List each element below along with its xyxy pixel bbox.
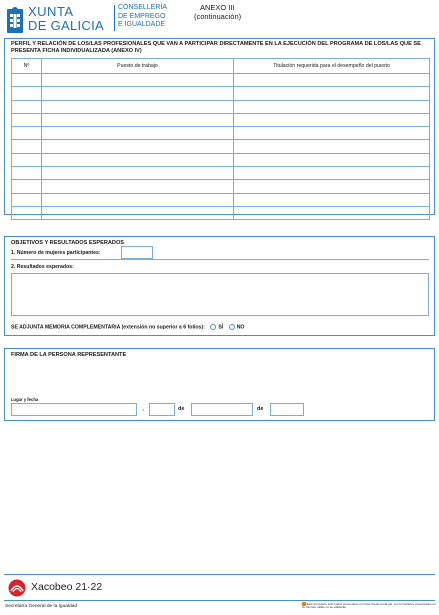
logo-divider (114, 5, 115, 31)
table-row (12, 140, 430, 153)
cell-position[interactable] (42, 193, 234, 206)
cell-qualification[interactable] (234, 140, 430, 153)
table-row (12, 206, 430, 219)
cell-position[interactable] (42, 113, 234, 126)
validation-note-text: Este formulario sólo podrá presentarse en https://sede.xunta.gal. Los formularios presentados en su formato válido no se validarán (302, 601, 436, 610)
cell-number[interactable] (12, 127, 42, 140)
profiles-table (11, 58, 430, 220)
cell-number[interactable] (12, 153, 42, 166)
xunta-logo-line1: XUNTA (28, 4, 74, 19)
cell-number[interactable] (12, 206, 42, 219)
cell-qualification[interactable] (234, 74, 430, 87)
xunta-emblem-icon (6, 6, 24, 34)
place-input[interactable] (11, 403, 137, 416)
table-row (12, 100, 430, 113)
results-textarea[interactable] (11, 273, 429, 316)
annex-subtitle: (continuación) (194, 12, 242, 21)
results-label: 2. Resultados esperados: (11, 264, 74, 270)
cell-qualification[interactable] (234, 113, 430, 126)
table-row (12, 193, 430, 206)
department-line1: CONSELLERÍA (118, 4, 168, 11)
table-row (12, 180, 430, 193)
table-row (12, 153, 430, 166)
day-input[interactable] (149, 403, 175, 416)
validation-note (302, 602, 436, 610)
xacobeo-text: Xacobeo 21·22 (31, 581, 103, 593)
annex-title: ANEXO III (200, 3, 235, 12)
cell-qualification[interactable] (234, 153, 430, 166)
year-input[interactable] (270, 403, 304, 416)
profiles-section (4, 38, 435, 215)
cell-position[interactable] (42, 153, 234, 166)
de-separator-1: de (178, 406, 185, 412)
cell-qualification[interactable] (234, 193, 430, 206)
cell-position[interactable] (42, 167, 234, 180)
secretaria-text: Secretaría General de la Igualdad (5, 604, 78, 609)
signature-section (4, 348, 435, 421)
table-row (12, 74, 430, 87)
de-separator-2: de (257, 406, 264, 412)
cell-position[interactable] (42, 87, 234, 100)
objectives-section (4, 236, 435, 336)
profiles-table-header (12, 59, 430, 74)
department-line2: DE EMPREGO (118, 12, 166, 20)
xunta-logo-line2: DE GALICIA (28, 18, 104, 33)
cell-position[interactable] (42, 206, 234, 219)
memoria-yes-radio[interactable] (210, 324, 216, 330)
cell-qualification[interactable] (234, 87, 430, 100)
cell-number[interactable] (12, 167, 42, 180)
women-count-row-border (11, 259, 429, 260)
column-header-position: Puesto de trabajo (42, 59, 234, 74)
cell-position[interactable] (42, 180, 234, 193)
cell-qualification[interactable] (234, 127, 430, 140)
memoria-question (11, 324, 244, 330)
place-date-label: Lugar y fecha (11, 397, 39, 402)
cell-number[interactable] (12, 140, 42, 153)
objectives-section-title: OBJETIVOS Y RESULTADOS ESPERADOS (11, 240, 125, 246)
signature-section-title: FIRMA DE LA PERSONA REPRESENTANTE (11, 352, 127, 358)
cell-position[interactable] (42, 140, 234, 153)
cell-qualification[interactable] (234, 206, 430, 219)
women-count-label: 1. Número de mujeres participantes: (11, 250, 101, 256)
cell-number[interactable] (12, 87, 42, 100)
memoria-no-label: NO (236, 324, 245, 331)
profiles-section-title: PERFIL Y RELACIÓN DE LOS/LAS PROFESIONALES QUE VAN A PARTICIPAR DIRECTAMENTE EN LA EJECUCIÓN DEL PROGRAMA DE LOS/LAS QUE SE PRESENTA FICHA INDIVIDUALIZADA (ANEXO IV) (11, 41, 421, 54)
month-input[interactable] (191, 403, 253, 416)
memoria-no-radio[interactable] (229, 324, 235, 330)
column-header-qualification: Titulación requerida para el desempeño del puesto (234, 59, 430, 74)
memoria-label: SE ADJUNTA MEMORIA COMPLEMENTARIA (extensión no superior a 6 folios): (11, 324, 205, 331)
cell-number[interactable] (12, 193, 42, 206)
table-row (12, 167, 430, 180)
column-header-number: Nº (12, 59, 42, 74)
table-row (12, 87, 430, 100)
cell-qualification[interactable] (234, 180, 430, 193)
footer-top-rule (4, 574, 435, 575)
xacobeo-shell-icon (8, 579, 26, 597)
table-row (12, 127, 430, 140)
memoria-yes-label: SÍ (218, 324, 224, 331)
xunta-logo (6, 4, 118, 36)
women-count-input[interactable] (121, 246, 153, 259)
department-name (118, 4, 167, 30)
cell-number[interactable] (12, 100, 42, 113)
department-line3: E IGUALDADE (118, 21, 166, 28)
table-row (12, 113, 430, 126)
cell-position[interactable] (42, 74, 234, 87)
cell-position[interactable] (42, 100, 234, 113)
comma-separator: , (142, 405, 144, 412)
cell-number[interactable] (12, 113, 42, 126)
cell-qualification[interactable] (234, 100, 430, 113)
cell-position[interactable] (42, 127, 234, 140)
cell-number[interactable] (12, 74, 42, 87)
cell-number[interactable] (12, 180, 42, 193)
cell-qualification[interactable] (234, 167, 430, 180)
